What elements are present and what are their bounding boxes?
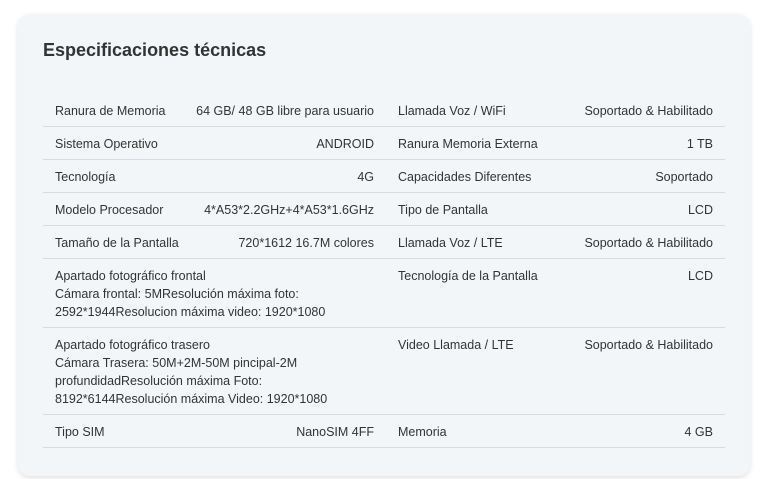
table-row <box>43 259 725 328</box>
table-row <box>43 193 725 226</box>
table-row <box>43 160 725 193</box>
spec-label: Memoria <box>398 425 447 439</box>
spec-cell-screen-technology <box>384 259 725 327</box>
spec-text-line: profundidadResolución máxima Foto: <box>55 374 263 388</box>
table-row <box>43 94 725 127</box>
spec-cell-sim-type <box>43 415 384 447</box>
table-row <box>43 127 725 160</box>
spec-cell-rear-camera <box>43 328 384 414</box>
spec-label: Llamada Voz / LTE <box>398 236 503 250</box>
table-row <box>43 226 725 259</box>
table-row <box>43 328 725 415</box>
spec-cell-external-memory <box>384 127 725 159</box>
spec-cell-screen-type <box>384 193 725 225</box>
spec-label: Tecnología <box>55 170 116 184</box>
spec-value: LCD <box>687 203 713 217</box>
spec-text-line: Cámara Trasera: 50M+2M-50M pincipal-2M <box>55 356 298 370</box>
spec-label: Modelo Procesador <box>55 203 164 217</box>
spec-label: Tipo SIM <box>55 425 105 439</box>
spec-value: ANDROID <box>316 137 374 151</box>
spec-value: 720*1612 16.7M colores <box>238 236 374 250</box>
spec-value: NanoSIM 4FF <box>296 425 374 439</box>
spec-cell-voice-lte <box>384 226 725 258</box>
spec-cell-memory <box>384 415 725 447</box>
spec-value: Soportado & Habilitado <box>584 338 713 352</box>
spec-cell-screen-size <box>43 226 384 258</box>
spec-label: Tipo de Pantalla <box>398 203 488 217</box>
spec-cell-front-camera <box>43 259 384 327</box>
spec-cell-technology <box>43 160 384 192</box>
spec-text-line: 2592*1944Resolucion máxima video: 1920*1080 <box>55 305 326 319</box>
spec-text-line: Apartado fotográfico trasero <box>55 338 210 352</box>
spec-cell-accessibility <box>384 160 725 192</box>
spec-value: Soportado & Habilitado <box>584 104 713 118</box>
spec-text-line: Apartado fotográfico frontal <box>55 269 206 283</box>
specs-table <box>43 94 725 448</box>
spec-text-line: Cámara frontal: 5MResolución máxima foto: <box>55 287 299 301</box>
spec-label: Tamaño de la Pantalla <box>55 236 179 250</box>
spec-value: 4 GB <box>684 425 713 439</box>
spec-cell-video-call-lte <box>384 328 725 414</box>
spec-cell-os <box>43 127 384 159</box>
spec-value: 64 GB/ 48 GB libre para usuario <box>196 104 374 118</box>
spec-label: Llamada Voz / WiFi <box>398 104 506 118</box>
spec-value: Soportado & Habilitado <box>584 236 713 250</box>
spec-cell-memory-slot <box>43 94 384 126</box>
spec-cell-processor <box>43 193 384 225</box>
section-title: Especificaciones técnicas <box>43 40 267 60</box>
specifications-card <box>18 14 750 476</box>
spec-label: Video Llamada / LTE <box>398 338 514 352</box>
spec-cell-voice-wifi <box>384 94 725 126</box>
table-row <box>43 415 725 448</box>
spec-label: Sistema Operativo <box>55 137 158 151</box>
spec-value: Soportado <box>655 170 713 184</box>
spec-value: 4*A53*2.2GHz+4*A53*1.6GHz <box>204 203 374 217</box>
spec-label: Capacidades Diferentes <box>398 170 532 184</box>
spec-label: Ranura Memoria Externa <box>398 137 538 151</box>
spec-value: 4G <box>357 170 374 184</box>
spec-label: Tecnología de la Pantalla <box>398 269 538 283</box>
spec-text-line: 8192*6144Resolución máxima Video: 1920*1080 <box>55 392 328 406</box>
spec-value: LCD <box>687 269 713 283</box>
spec-label: Ranura de Memoria <box>55 104 166 118</box>
spec-value: 1 TB <box>686 137 713 151</box>
